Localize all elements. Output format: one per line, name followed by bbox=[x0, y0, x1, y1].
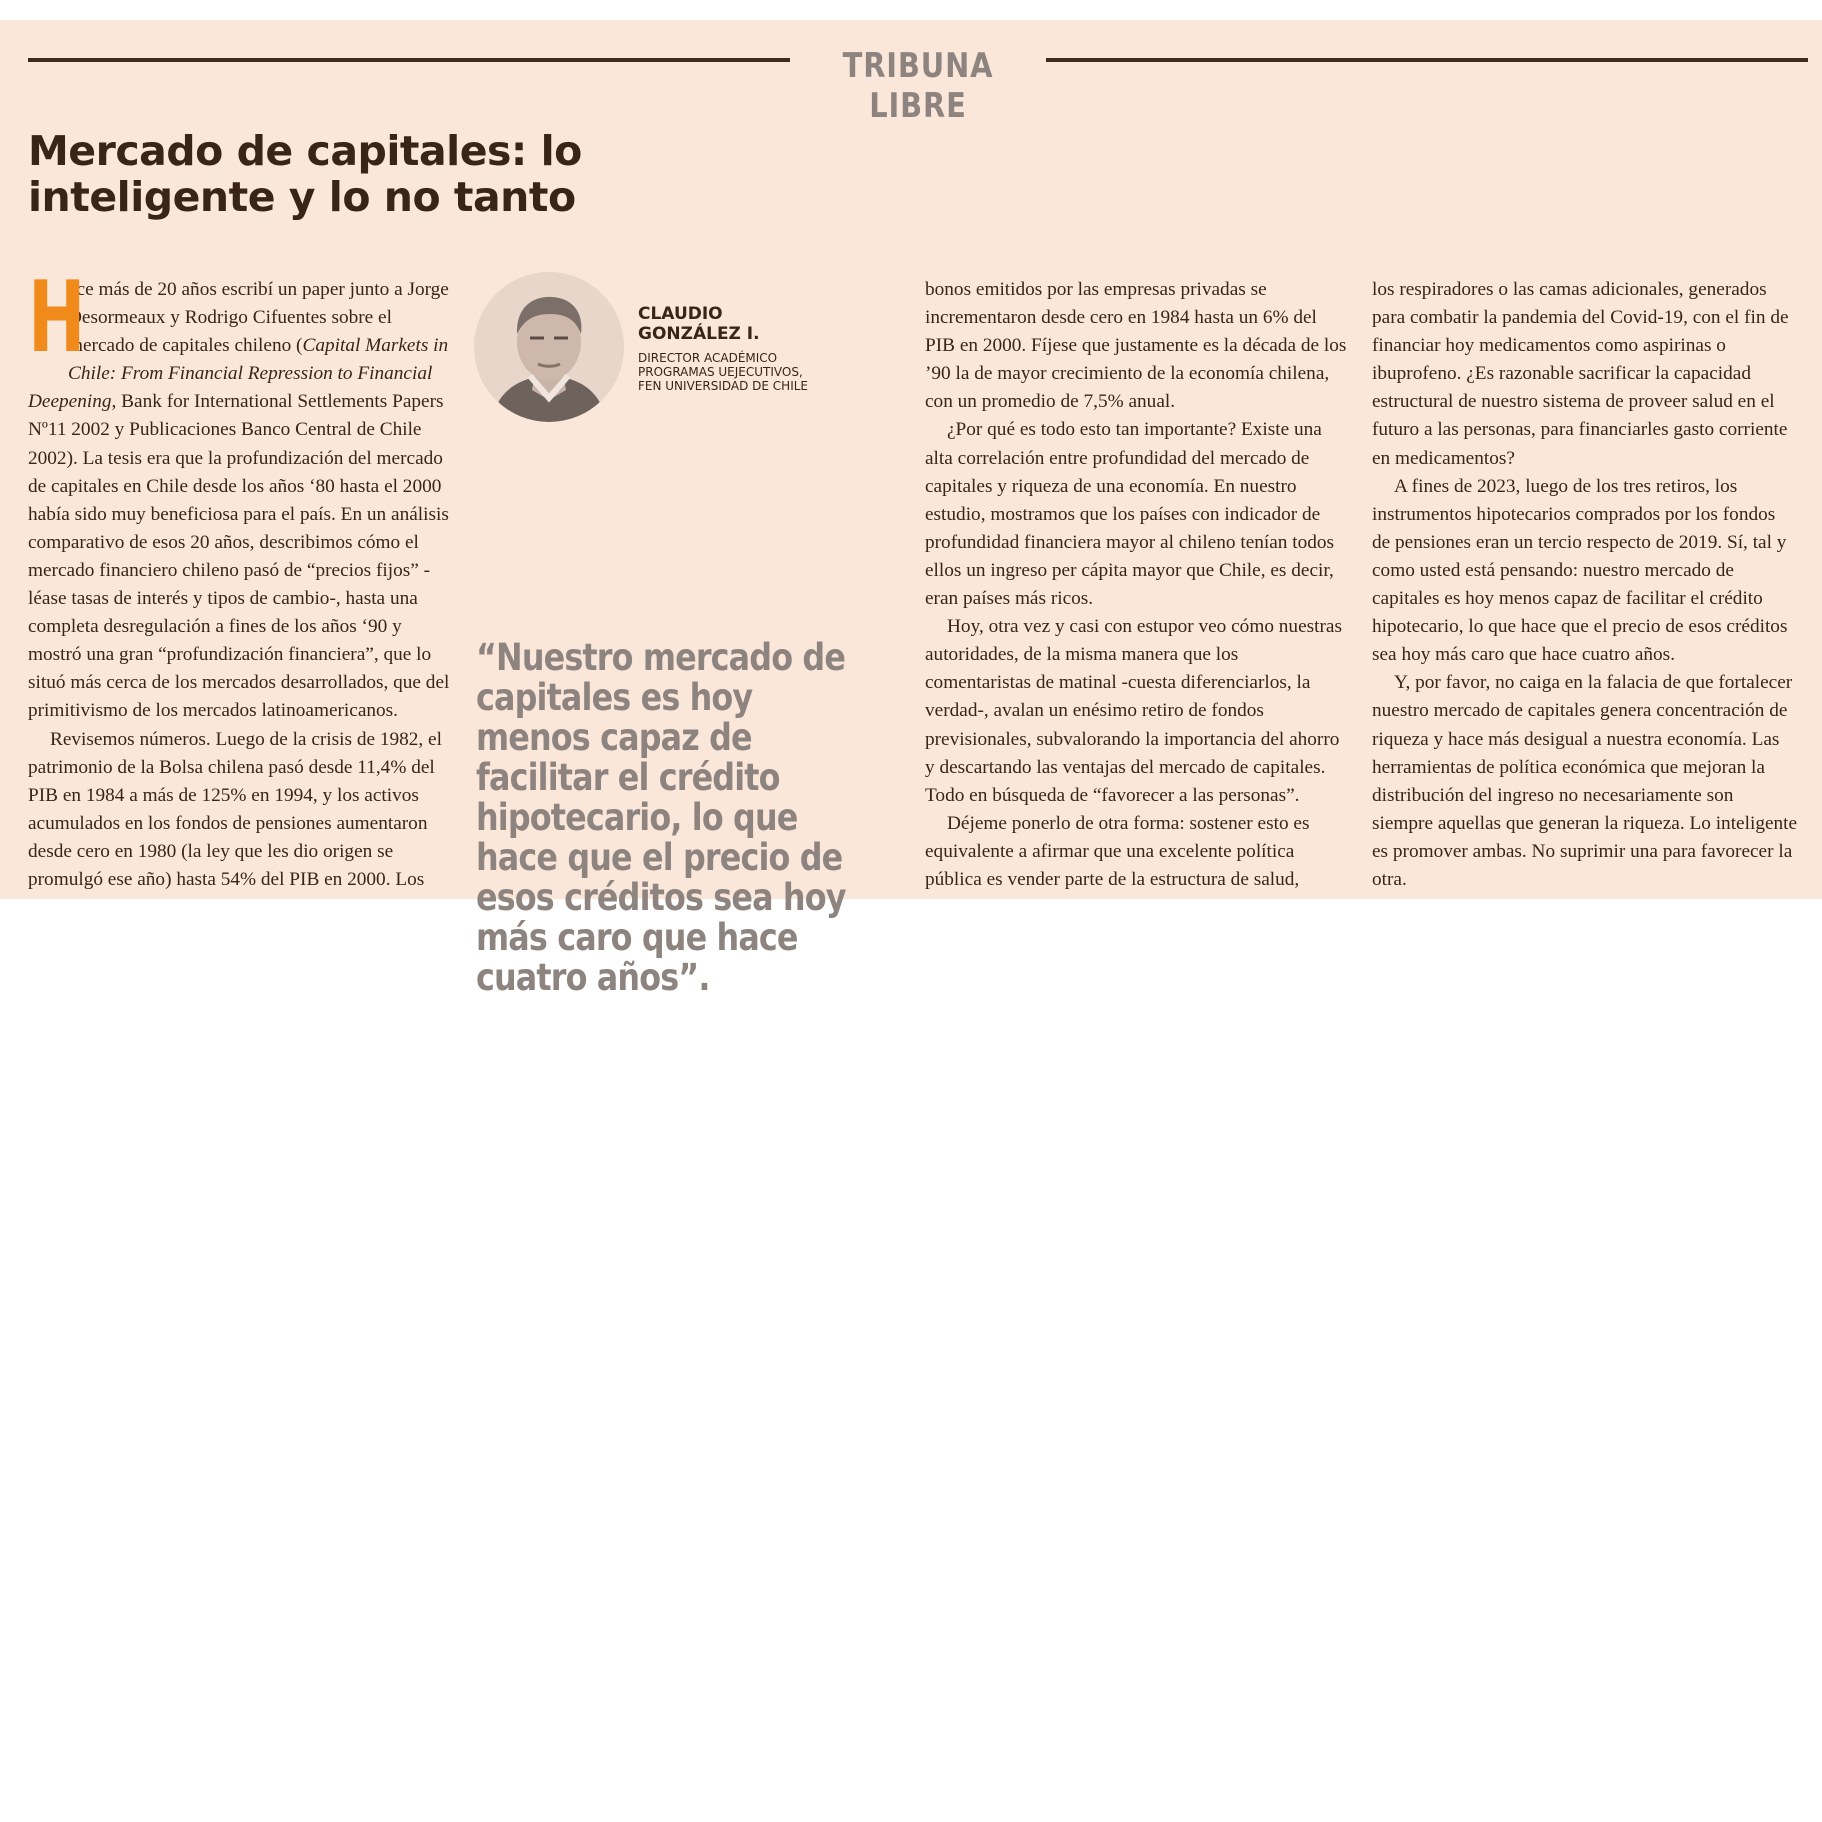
section-rule-right bbox=[1046, 58, 1808, 62]
paragraph-1 bbox=[28, 261, 450, 726]
text-column-3 bbox=[925, 276, 1347, 894]
author-photo bbox=[474, 272, 624, 422]
paragraph-5: Déjeme ponerlo de otra forma: sostener esto es equivalente a afirmar que una excelente política pública es vender parte de la estructura de salud, bbox=[925, 812, 1310, 890]
section-rule-left bbox=[28, 58, 790, 62]
paragraph-1-text-b: , Bank for International Settlements Papers Nº11 2002 y Publicaciones Banco Central de Chile 2002). La tesis era que la profundización del mercado de capitales en Chile desde los años ‘80 hasta el 2000 había sido muy beneficiosa para el país. En un análisis comparativo de esos 20 años, describimos cómo el mercado financiero chileno pasó de “precios fijos” -léase tasas de interés y tipos de cambio-, hasta una completa desregulación a fines de los años ‘90 y mostró una gran “profundización financiera”, que lo situó más cerca de los mercados desarrollados, que del primitivismo de los mercados latinoamericanos. bbox=[28, 391, 450, 722]
drop-cap: H bbox=[28, 261, 86, 375]
paragraph-2: Revisemos números. Luego de la crisis de 1982, el patrimonio de la Bolsa chilena pasó desde 11,4% del PIB en 1984 a más de 125% en 1994, y los activos acumulados en los fondos de pensiones aumentaron desde cero en 1980 (la ley que les dio origen se promulgó ese año) hasta 54% del PIB en 2000. Los bbox=[28, 728, 442, 890]
paragraph-2-continued: bonos emitidos por las empresas privadas se incrementaron desde cero en 1984 hasta un 6% del PIB en 2000. Fíjese que justamente es la década de los ’90 la de mayor crecimiento de la economía chilena, con un promedio de 7,5% anual. bbox=[925, 279, 1347, 413]
text-column-4 bbox=[1372, 276, 1798, 894]
article-headline: Mercado de capitales: lo inteligente y lo no tanto bbox=[28, 127, 582, 221]
author-name: CLAUDIO GONZÁLEZ I. bbox=[638, 304, 760, 344]
paragraph-5-continued: los respiradores o las camas adicionales, generados para combatir la pandemia del Covid-19, con el fin de financiar hoy medicamentos como aspirinas o ibuprofeno. ¿Es razonable sacrificar la capacidad estructural de nuestro sistema de proveer salud en el futuro a las personas, para financiarles gasto corriente en medicamentos? bbox=[1372, 279, 1789, 469]
author-portrait-icon bbox=[474, 272, 624, 422]
paragraph-6: A fines de 2023, luego de los tres retiros, los instrumentos hipotecarios comprados por los fondos de pensiones eran un tercio respecto de 2019. Sí, tal y como usted está pensando: nuestro mercado de capitales es hoy menos capaz de facilitar el crédito hipotecario, lo que hace que el precio de esos créditos sea hoy más caro que hace cuatro años. bbox=[1372, 475, 1788, 666]
paragraph-1-text-a: ace más de 20 años escribí un paper junto a Jorge Desormeaux y Rodrigo Cifuentes sobre el mercado de capitales chileno ( bbox=[68, 279, 449, 357]
paper-citation: Capital Markets in Chile: From Financial Repression to Financial Deepening bbox=[28, 335, 449, 413]
article-panel bbox=[0, 20, 1822, 999]
paragraph-3: ¿Por qué es todo esto tan importante? Existe una alta correlación entre profundidad del mercado de capitales y riqueza de una economía. En nuestro estudio, mostramos que los países con indicador de profundidad financiera mayor al chileno tenían todos ellos un ingreso per cápita mayor que Chile, es decir, eran países más ricos. bbox=[925, 419, 1335, 610]
section-label: TRIBUNA LIBRE bbox=[842, 46, 994, 126]
text-column-1 bbox=[28, 261, 450, 894]
paragraph-4: Hoy, otra vez y casi con estupor veo cómo nuestras autoridades, de la misma manera que los comentaristas de matinal -cuesta diferenciarlos, la verdad-, avalan un enésimo retiro de fondos previsionales, subvalorando la importancia del ahorro y descartando las ventajas del mercado de capitales. Todo en búsqueda de “favorecer a las personas”. bbox=[925, 616, 1342, 806]
paragraph-7: Y, por favor, no caiga en la falacia de que fortalecer nuestro mercado de capitales genera concentración de riqueza y hace más desigual a nuestra economía. Las herramientas de política económica que mejoran la distribución del ingreso no necesariamente son siempre aquellas que generan la riqueza. Lo inteligente es promover ambas. No suprimir una para favorecer la otra. bbox=[1372, 672, 1798, 890]
author-role: DIRECTOR ACADÉMICO PROGRAMAS UEJECUTIVOS, FEN UNIVERSIDAD DE CHILE bbox=[638, 351, 808, 393]
pull-quote: “Nuestro mercado de capitales es hoy menos capaz de facilitar el crédito hipotecario, lo que hace que el precio de esos créditos sea hoy más caro que hace cuatro años”. bbox=[476, 636, 846, 999]
